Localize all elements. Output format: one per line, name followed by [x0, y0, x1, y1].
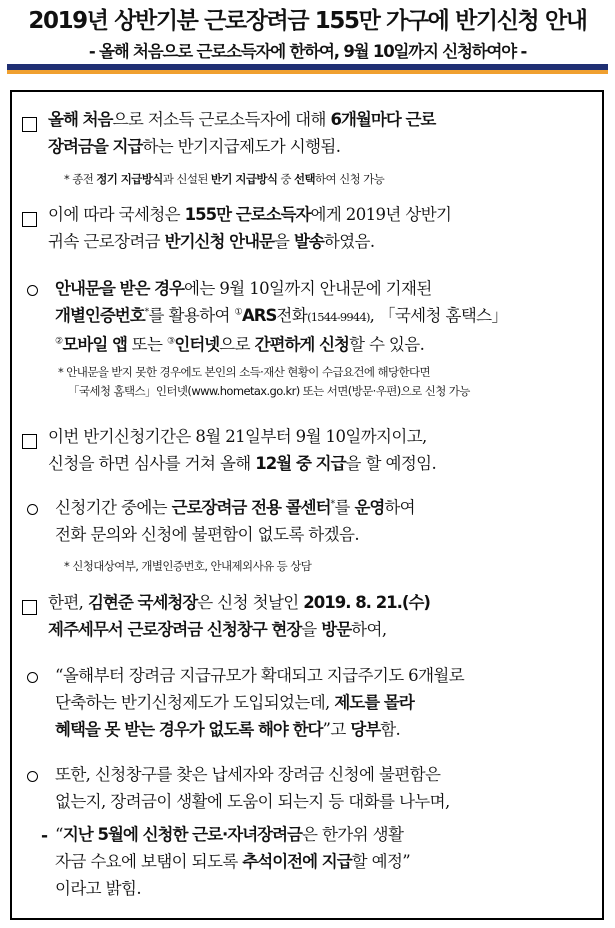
dash-bullet: - — [41, 826, 49, 846]
circle-bullet — [27, 285, 38, 296]
note-payment-method: * 종전 정기 지급방식과 신설된 반기 지급방식 중 선택하여 신청 가능 — [64, 172, 385, 186]
square-bullet — [22, 117, 37, 132]
paragraph-call-center: 신청기간 중에는 근로장려금 전용 콜센터*를 운영하여 전화 문의와 신청에 불편함이 없도록 하겠음. — [55, 498, 416, 544]
paragraph-chuseok-payment: “지난 5월에 신청한 근로·자녀장려금은 한가위 생활 자금 수요에 보탬이 되도록 추석이전에 지급할 예정” 이라고 밝힘. — [55, 825, 411, 898]
note-call-center: * 신청대상여부, 개별인증번호, 안내제외사유 등 상담 — [64, 559, 312, 573]
paragraph-how-to-apply: 안내문을 받은 경우에는 9월 10일까지 안내문에 기재된 개별인증번호*를 활용하여 ①ARS전화(1544-9944), 「국세청 홈택스」 ②모바일 앱 또는 ③인터넷으로 간편하게 신청할 수 있음. — [55, 279, 508, 354]
note-no-notice: * 안내문을 받지 못한 경우에도 본인의 소득·재산 현황이 수급요건에 해당한다면 — [58, 365, 430, 379]
circle-bullet — [27, 771, 38, 782]
title-rule-orange — [7, 70, 608, 74]
circle-bullet — [27, 672, 38, 683]
note-hometax: 「국세청 홈택스」인터넷(www.hometax.go.kr) 또는 서면(방문·우편)으로 신청 가능 — [68, 384, 470, 398]
document-title: 2019년 상반기분 근로장려금 155만 가구에 반기신청 안내 — [28, 8, 587, 34]
paragraph-commissioner-remark: “올해부터 장려금 지급규모가 확대되고 지급주기도 6개월로 단축하는 반기신청제도가 도입되었는데, 제도를 몰라 혜택을 못 받는 경우가 없도록 해야 한다”고 당부함. — [55, 666, 465, 739]
circle-bullet — [27, 504, 38, 515]
paragraph-notice-sent: 이에 따라 국세청은 155만 근로소득자에게 2019년 상반기 귀속 근로장려금 반기신청 안내문을 발송하였음. — [48, 205, 452, 251]
document-subtitle: - 올해 처음으로 근로소득자에 한하여, 9월 10일까지 신청하여야 - — [88, 42, 527, 61]
paragraph-taxpayer-dialogue: 또한, 신청창구를 찾은 납세자와 장려금 신청에 불편함은 없는지, 장려금이 생활에 도움이 되는지 등 대화를 나누며, — [55, 765, 450, 811]
square-bullet — [22, 434, 37, 449]
square-bullet — [22, 600, 37, 615]
square-bullet — [22, 212, 37, 227]
paragraph-commissioner-visit: 한편, 김현준 국세청장은 신청 첫날인 2019. 8. 21.(수) 제주세무서 근로장려금 신청창구 현장을 방문하여, — [48, 593, 430, 639]
paragraph-half-year-system: 올해 처음으로 저소득 근로소득자에 대해 6개월마다 근로 장려금을 지급하는 반기지급제도가 시행됨. — [48, 110, 436, 156]
paragraph-application-period: 이번 반기신청기간은 8월 21일부터 9월 10일까지이고, 신청을 하면 심사를 거쳐 올해 12월 중 지급을 할 예정임. — [48, 427, 437, 473]
